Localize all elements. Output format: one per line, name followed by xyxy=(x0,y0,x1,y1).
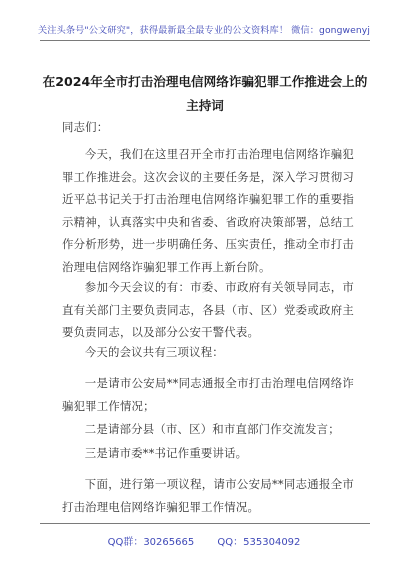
header-banner: 关注头条号"公文研究"，获得最新最全最专业的公文资料库！ 微信：gongwenyj xyxy=(38,25,370,36)
footer-divider xyxy=(40,523,370,524)
footer-qq: QQ：535304092 xyxy=(217,537,301,548)
document-title-line1: 在2024年全市打击治理电信网络诈骗犯罪工作推进会上的 xyxy=(42,74,368,89)
salutation: 同志们： xyxy=(62,120,109,134)
paragraph-agenda-item-2: 二是请部分县（市、区）和市直部门作交流发言； xyxy=(84,422,340,436)
paragraph-agenda-item-3: 三是请市委**书记作重要讲话。 xyxy=(84,446,248,460)
footer-contact xyxy=(0,533,408,548)
paragraph-agenda-item-1: 一是请市公安局**同志通报全市打击治理电信网络诈骗犯罪工作情况； xyxy=(62,376,354,413)
footer-qq-group: QQ群：30265665 xyxy=(107,537,195,548)
paragraph-attendees: 参加今天会议的有：市委、市政府有关领导同志，市直有关部门主要负责同志，各县（市、区）党委或政府主要负责同志，以及部分公安干警代表。 xyxy=(62,280,354,339)
document-title-line2: 主持词 xyxy=(186,98,224,113)
paragraph-opening: 今天，我们在这里召开全市打击治理电信网络诈骗犯罪工作推进会。这次会议的主要任务是，深入学习贯彻习近平总书记关于打击治理电信网络诈骗犯罪工作的重要指示精神，认真落实中央和省委、省政府决策部署，总结工作分析形势，进一步明确任务、压实责任，推动全市打击治理电信网络诈骗犯罪工作再上新台阶。 xyxy=(62,147,354,274)
header-divider xyxy=(40,40,370,41)
paragraph-first-item: 下面，进行第一项议程，请市公安局**同志通报全市打击治理电信网络诈骗犯罪工作情况。 xyxy=(62,477,354,514)
paragraph-agenda-intro: 今天的会议共有三项议程： xyxy=(84,345,224,359)
